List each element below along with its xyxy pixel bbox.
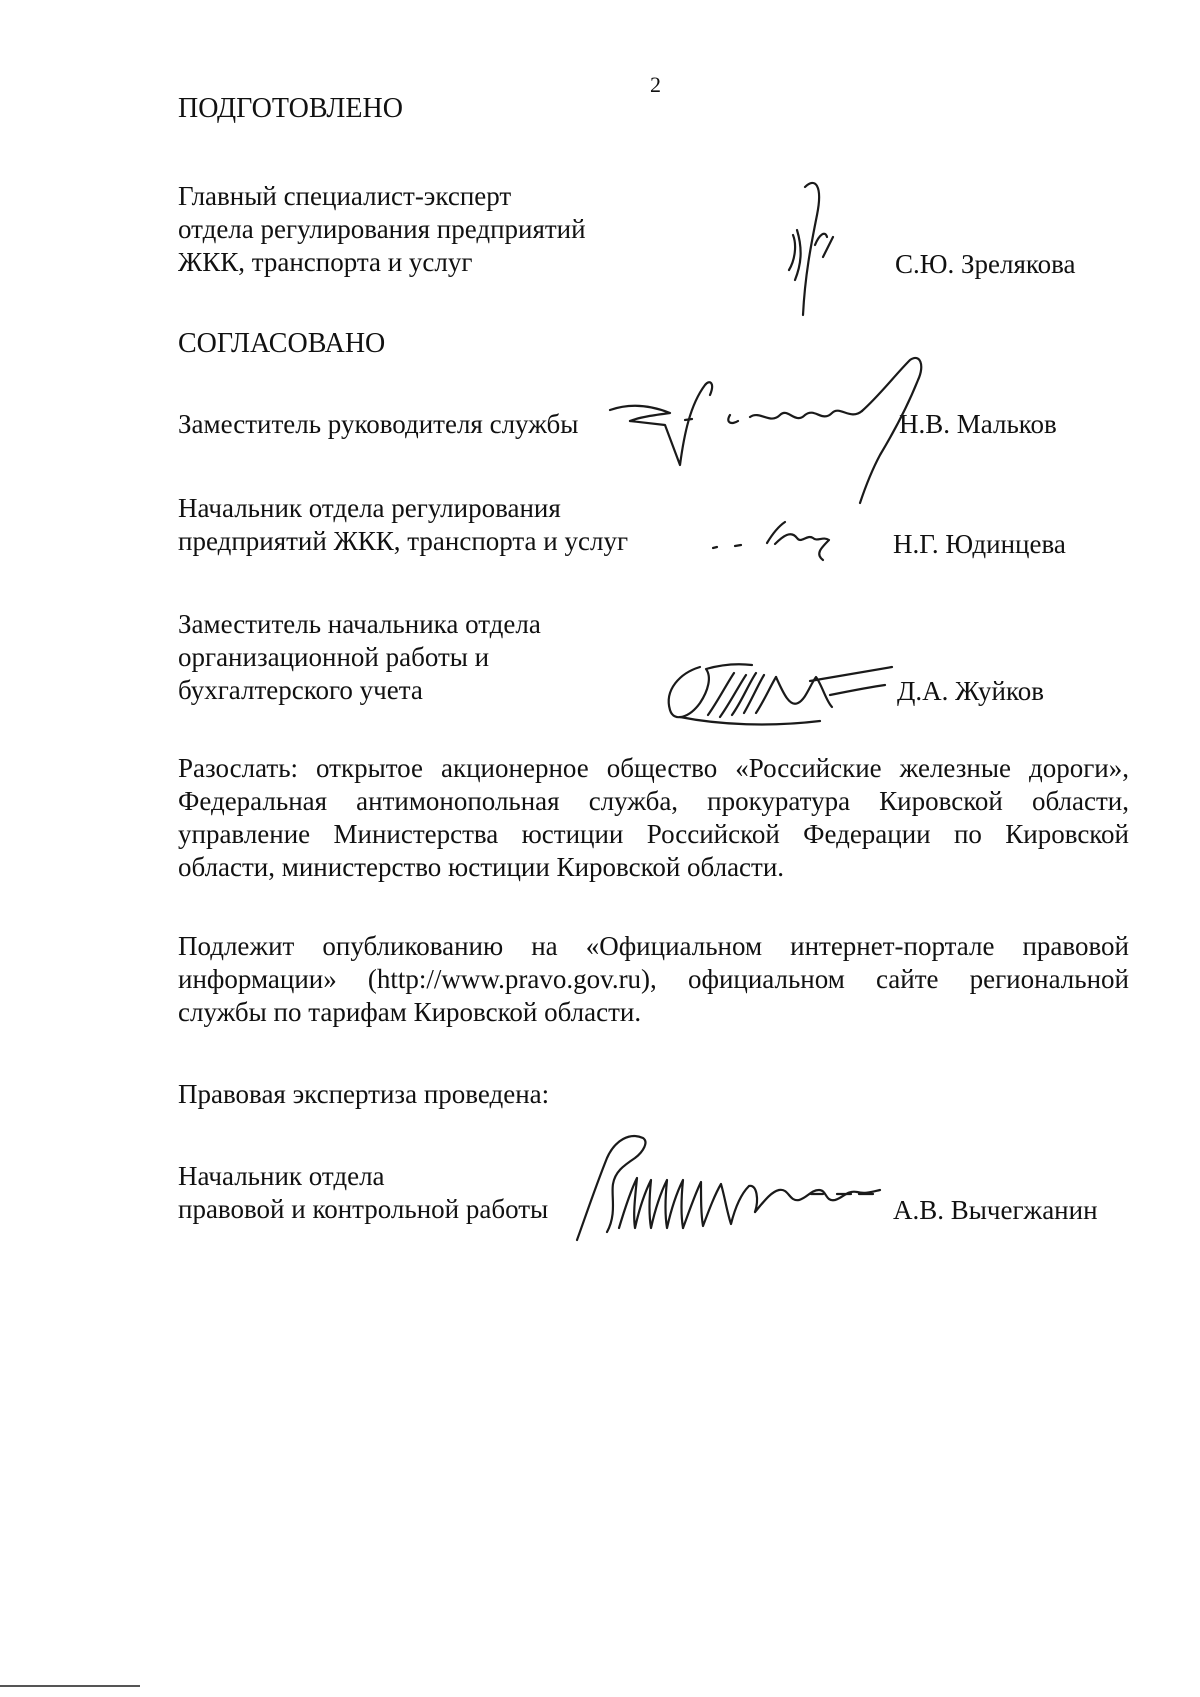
position-line: Начальник отдела регулирования <box>178 493 561 523</box>
legal-review-statement: Правовая экспертиза проведена: <box>178 1079 550 1109</box>
paragraph-line: области, министерство юстиции Кировской области. <box>178 852 785 882</box>
position-line: Начальник отдела <box>178 1161 385 1191</box>
prepared-heading: ПОДГОТОВЛЕНО <box>178 93 403 124</box>
position-line: Заместитель начальника отдела <box>178 609 541 639</box>
signature-yudintseva <box>705 508 845 568</box>
page-number: 2 <box>650 72 661 97</box>
position-line: ЖКК, транспорта и услуг <box>178 247 473 277</box>
paragraph-line: службы по тарифам Кировской области. <box>178 997 642 1027</box>
position-line: бухгалтерского учета <box>178 675 423 705</box>
agreed-heading: СОГЛАСОВАНО <box>178 328 386 359</box>
signer-3-name: Д.А. Жуйков <box>897 676 1044 706</box>
paragraph-line: Разослать: открытое акционерное общество «Российские железные дороги», <box>178 753 1129 783</box>
signature-zhuykov <box>660 655 900 735</box>
signer-3-position <box>178 608 541 707</box>
paragraph-line: управление Министерства юстиции Российской Федерации по Кировской <box>178 819 1129 849</box>
prepared-signer-name: С.Ю. Зрелякова <box>895 249 1076 279</box>
paragraph-line: Федеральная антимонопольная служба, прокуратура Кировской области, <box>178 786 1129 816</box>
signer-1-position <box>178 408 578 441</box>
position-line: Главный специалист-эксперт <box>178 181 512 211</box>
signature-malkov <box>610 355 950 505</box>
position-line: правовой и контрольной работы <box>178 1194 549 1224</box>
paragraph-line: Подлежит опубликованию на «Официальном интернет-портале правовой <box>178 931 1129 961</box>
signer-2-name: Н.Г. Юдинцева <box>893 529 1066 559</box>
position-line: предприятий ЖКК, транспорта и услуг <box>178 526 629 556</box>
signature-vychegzhanin <box>575 1128 900 1248</box>
prepared-position <box>178 180 586 279</box>
signer-1-name: Н.В. Мальков <box>899 409 1057 439</box>
distribution-paragraph <box>178 752 1129 884</box>
legal-review-position <box>178 1160 548 1226</box>
legal-review-signer-name: А.В. Вычегжанин <box>893 1195 1098 1225</box>
position-line: Заместитель руководителя службы <box>178 409 579 439</box>
paragraph-line: информации» (http://www.pravo.gov.ru), официальном сайте региональной <box>178 964 1129 994</box>
signature-zrelyakova <box>775 175 855 325</box>
position-line: отдела регулирования предприятий <box>178 214 586 244</box>
publication-paragraph <box>178 930 1129 1029</box>
page-edge-mark <box>0 1685 140 1687</box>
signer-2-position <box>178 492 628 558</box>
position-line: организационной работы и <box>178 642 490 672</box>
